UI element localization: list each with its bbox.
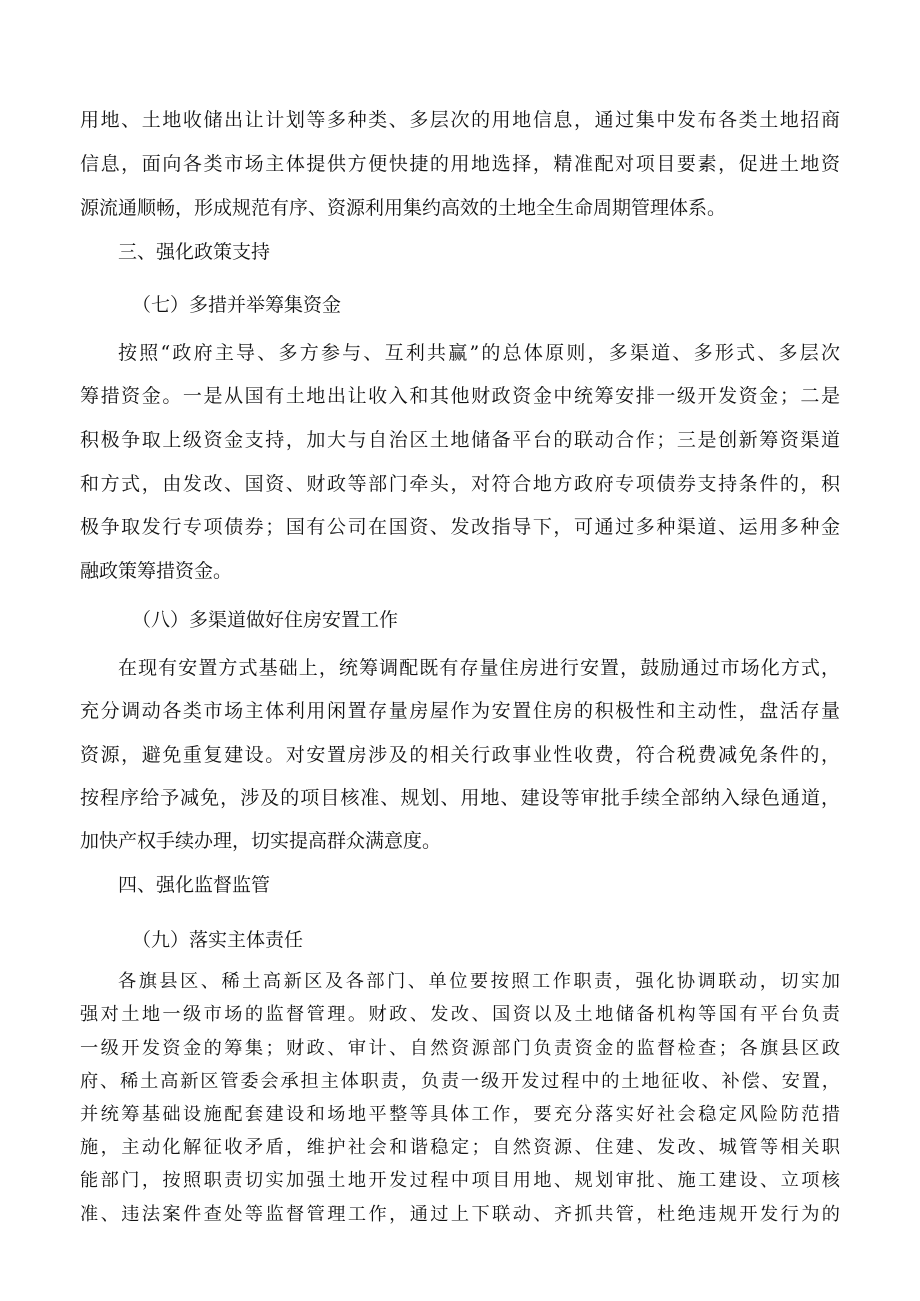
paragraph-line: 充分调动各类市场主体利用闲置存量房屋作为安置住房的积极性和主动性，盘活存量 [80,700,840,722]
section-heading: 四、强化监督监管 [118,874,271,896]
paragraph-line: 施，主动化解征收矛盾，维护社会和谐稳定；自然资源、住建、发改、城管等相关职 [80,1137,840,1158]
paragraph-line: 筹措资金。一是从国有土地出让收入和其他财政资金中统筹安排一级开发资金；二是 [80,385,840,407]
subsection-heading: （九）落实主体责任 [132,929,304,951]
paragraph-line: 按程序给予减免，涉及的项目核准、规划、用地、建设等审批手续全部纳入绿色通道， [80,787,840,809]
paragraph-line: 并统筹基础设施配套建设和场地平整等具体工作，要充分落实好社会稳定风险防范措 [80,1104,840,1125]
paragraph-line: 各旗县区、稀土高新区及各部门、单位要按照工作职责，强化协调联动，切实加 [118,971,840,992]
paragraph-line: 能部门，按照职责切实加强土地开发过程中项目用地、规划审批、施工建设、立项核 [80,1170,840,1191]
paragraph-line: 信息，面向各类市场主体提供方便快捷的用地选择，精准配对项目要素，促进土地资 [80,153,840,175]
paragraph-line: 府、稀土高新区管委会承担主体职责，负责一级开发过程中的土地征收、补偿、安置， [80,1071,840,1092]
paragraph-line: 一级开发资金的筹集；财政、审计、自然资源部门负责资金的监督检查；各旗县区政 [80,1038,840,1059]
paragraph-line: 积极争取上级资金支持，加大与自治区土地储备平台的联动合作；三是创新筹资渠道 [80,429,840,451]
paragraph-line: 资源，避免重复建设。对安置房涉及的相关行政事业性收费，符合税费减免条件的， [80,744,840,766]
paragraph-line: 在现有安置方式基础上，统筹调配既有存量住房进行安置，鼓励通过市场化方式， [118,657,840,679]
paragraph-line: 强对土地一级市场的监督管理。财政、发改、国资以及土地储备机构等国有平台负责 [80,1004,840,1025]
subsection-heading: （八）多渠道做好住房安置工作 [132,609,399,631]
paragraph-line: 融政策筹措资金。 [80,560,233,582]
subsection-heading: （七）多措并举筹集资金 [132,294,342,316]
paragraph-line: 和方式，由发改、国资、财政等部门牵头，对符合地方政府专项债券支持条件的，积 [80,473,840,495]
paragraph-line: 用地、土地收储出让计划等多种类、多层次的用地信息，通过集中发布各类土地招商 [80,109,840,131]
paragraph-line: 按照“政府主导、多方参与、互利共赢”的总体原则，多渠道、多形式、多层次 [118,342,840,364]
paragraph-line: 加快产权手续办理，切实提高群众满意度。 [80,830,442,852]
section-heading: 三、强化政策支持 [118,241,271,263]
paragraph-line: 源流通顺畅，形成规范有序、资源利用集约高效的土地全生命周期管理体系。 [80,197,727,219]
paragraph-line: 准、违法案件查处等监督管理工作，通过上下联动、齐抓共管，杜绝违规开发行为的 [80,1204,840,1225]
paragraph-line: 极争取发行专项债券；国有公司在国资、发改指导下，可通过多种渠道、运用多种金 [80,516,840,538]
